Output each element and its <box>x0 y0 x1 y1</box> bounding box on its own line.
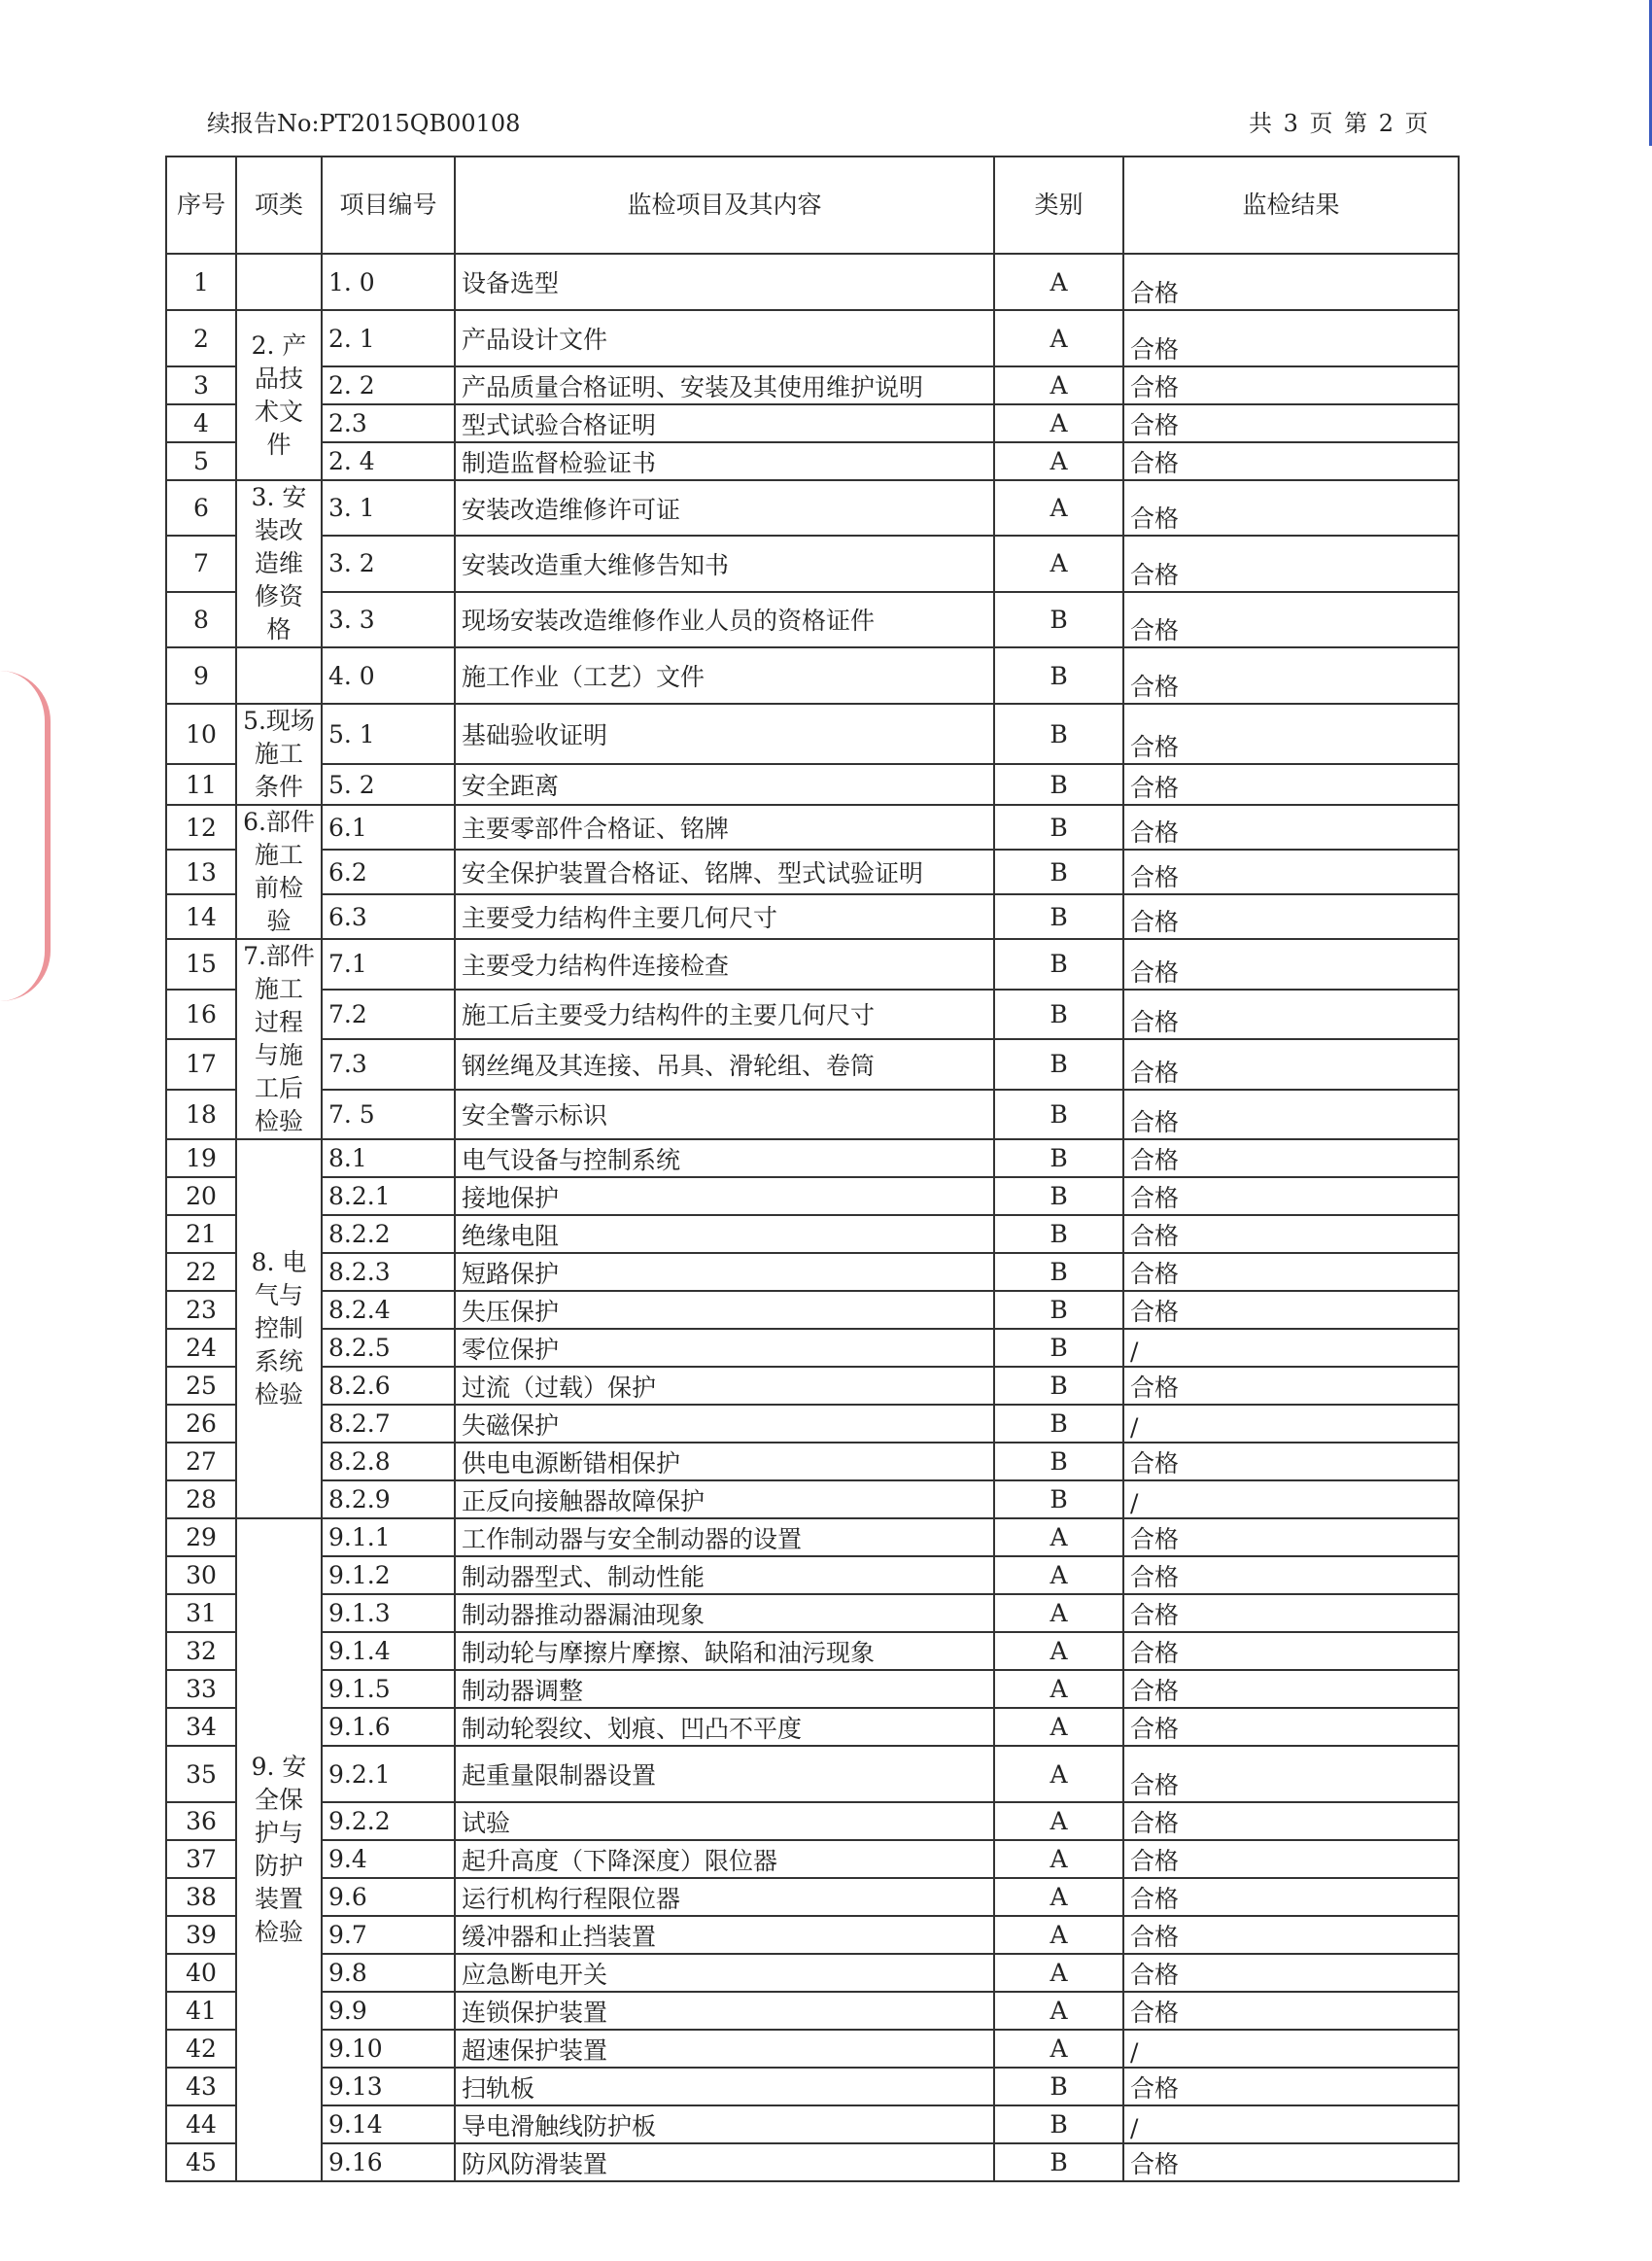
item-result: 合格 <box>1123 1518 1459 1556</box>
item-result: 合格 <box>1123 1291 1459 1329</box>
category-cell <box>236 254 322 310</box>
item-content: 基础验收证明 <box>455 704 994 764</box>
item-class: A <box>994 1518 1123 1556</box>
item-content: 制动器调整 <box>455 1670 994 1708</box>
item-class: A <box>994 1954 1123 1992</box>
item-result: 合格 <box>1123 1253 1459 1291</box>
col-header-no: 序号 <box>166 157 236 254</box>
item-code: 6.1 <box>322 805 455 850</box>
category-cell: 5.现场施工条件 <box>236 704 322 805</box>
row-number: 34 <box>166 1708 236 1746</box>
row-number: 18 <box>166 1090 236 1140</box>
item-result: 合格 <box>1123 647 1459 704</box>
item-class: A <box>994 1670 1123 1708</box>
category-cell: 7.部件施工过程与施工后检验 <box>236 939 322 1139</box>
item-class: B <box>994 1253 1123 1291</box>
row-number: 14 <box>166 894 236 939</box>
row-number: 20 <box>166 1177 236 1215</box>
category-cell: 3. 安装改造维修资格 <box>236 480 322 647</box>
row-number: 4 <box>166 404 236 442</box>
item-code: 5. 1 <box>322 704 455 764</box>
item-result: 合格 <box>1123 1916 1459 1954</box>
item-class: B <box>994 990 1123 1040</box>
item-content: 起重量限制器设置 <box>455 1746 994 1802</box>
item-content: 防风防滑装置 <box>455 2143 994 2181</box>
table-row <box>166 480 1459 536</box>
table-row <box>166 2143 1459 2181</box>
item-content: 起升高度（下降深度）限位器 <box>455 1840 994 1878</box>
item-class: A <box>994 480 1123 536</box>
item-content: 安全警示标识 <box>455 1090 994 1140</box>
table-row <box>166 1556 1459 1594</box>
table-row <box>166 764 1459 805</box>
row-number: 25 <box>166 1367 236 1405</box>
item-code: 9.1.6 <box>322 1708 455 1746</box>
item-class: B <box>994 1480 1123 1518</box>
item-class: B <box>994 2068 1123 2105</box>
item-class: A <box>994 1594 1123 1632</box>
item-class: B <box>994 1329 1123 1367</box>
item-result: 合格 <box>1123 366 1459 404</box>
item-code: 7.3 <box>322 1039 455 1090</box>
table-row <box>166 1139 1459 1177</box>
item-class: B <box>994 1291 1123 1329</box>
table-row <box>166 404 1459 442</box>
table-row <box>166 2105 1459 2143</box>
item-content: 产品质量合格证明、安装及其使用维护说明 <box>455 366 994 404</box>
item-content: 安全保护装置合格证、铭牌、型式试验证明 <box>455 850 994 894</box>
item-class: B <box>994 805 1123 850</box>
item-content: 设备选型 <box>455 254 994 310</box>
item-content: 应急断电开关 <box>455 1954 994 1992</box>
item-result: 合格 <box>1123 1177 1459 1215</box>
item-class: B <box>994 764 1123 805</box>
table-row <box>166 592 1459 647</box>
row-number: 31 <box>166 1594 236 1632</box>
table-row <box>166 310 1459 366</box>
item-code: 3. 1 <box>322 480 455 536</box>
row-number: 29 <box>166 1518 236 1556</box>
item-result: 合格 <box>1123 2143 1459 2181</box>
row-number: 11 <box>166 764 236 805</box>
item-result: 合格 <box>1123 1802 1459 1840</box>
row-number: 12 <box>166 805 236 850</box>
item-class: A <box>994 442 1123 480</box>
item-class: A <box>994 1556 1123 1594</box>
row-number: 44 <box>166 2105 236 2143</box>
table-row <box>166 1746 1459 1802</box>
item-class: B <box>994 2105 1123 2143</box>
category-cell <box>236 647 322 704</box>
item-content: 运行机构行程限位器 <box>455 1878 994 1916</box>
table-row <box>166 1367 1459 1405</box>
table-row <box>166 990 1459 1040</box>
item-code: 8.2.7 <box>322 1405 455 1443</box>
item-result: 合格 <box>1123 404 1459 442</box>
item-content: 主要零部件合格证、铭牌 <box>455 805 994 850</box>
item-class: A <box>994 1916 1123 1954</box>
table-header-row <box>166 157 1459 254</box>
item-result: 合格 <box>1123 704 1459 764</box>
table-row <box>166 1954 1459 1992</box>
col-header-result: 监检结果 <box>1123 157 1459 254</box>
item-code: 8.2.6 <box>322 1367 455 1405</box>
row-number: 27 <box>166 1443 236 1480</box>
item-result: 合格 <box>1123 990 1459 1040</box>
table-row <box>166 1215 1459 1253</box>
item-code: 2. 4 <box>322 442 455 480</box>
table-row <box>166 1878 1459 1916</box>
col-header-class: 类别 <box>994 157 1123 254</box>
row-number: 32 <box>166 1632 236 1670</box>
item-content: 连锁保护装置 <box>455 1992 994 2030</box>
item-content: 施工作业（工艺）文件 <box>455 647 994 704</box>
table-row <box>166 1632 1459 1670</box>
item-class: A <box>994 1746 1123 1802</box>
item-result: 合格 <box>1123 480 1459 536</box>
item-result: 合格 <box>1123 1670 1459 1708</box>
table-row <box>166 1480 1459 1518</box>
category-cell: 2. 产品技术文件 <box>236 310 322 480</box>
table-row <box>166 1253 1459 1291</box>
item-result: 合格 <box>1123 1840 1459 1878</box>
item-content: 电气设备与控制系统 <box>455 1139 994 1177</box>
row-number: 38 <box>166 1878 236 1916</box>
item-content: 试验 <box>455 1802 994 1840</box>
table-row <box>166 850 1459 894</box>
item-content: 供电电源断错相保护 <box>455 1443 994 1480</box>
row-number: 15 <box>166 939 236 990</box>
red-seal-stamp <box>0 671 51 1001</box>
item-class: B <box>994 850 1123 894</box>
item-result: 合格 <box>1123 1992 1459 2030</box>
page-info: 共 3 页 第 2 页 <box>1249 110 1430 137</box>
item-code: 9.9 <box>322 1992 455 2030</box>
row-number: 22 <box>166 1253 236 1291</box>
item-content: 安全距离 <box>455 764 994 805</box>
table-row <box>166 894 1459 939</box>
item-result: 合格 <box>1123 1039 1459 1090</box>
item-class: A <box>994 1708 1123 1746</box>
item-result: 合格 <box>1123 254 1459 310</box>
table-row <box>166 442 1459 480</box>
item-result: 合格 <box>1123 1746 1459 1802</box>
item-result: 合格 <box>1123 805 1459 850</box>
item-result: 合格 <box>1123 1367 1459 1405</box>
item-code: 3. 3 <box>322 592 455 647</box>
item-content: 制动器型式、制动性能 <box>455 1556 994 1594</box>
item-content: 导电滑触线防护板 <box>455 2105 994 2143</box>
table-row <box>166 1916 1459 1954</box>
table-row <box>166 1708 1459 1746</box>
item-class: B <box>994 1177 1123 1215</box>
item-content: 产品设计文件 <box>455 310 994 366</box>
item-content: 制动轮裂纹、划痕、凹凸不平度 <box>455 1708 994 1746</box>
row-number: 37 <box>166 1840 236 1878</box>
item-code: 9.1.4 <box>322 1632 455 1670</box>
item-class: B <box>994 2143 1123 2181</box>
item-code: 8.2.3 <box>322 1253 455 1291</box>
table-row <box>166 1518 1459 1556</box>
item-result: 合格 <box>1123 536 1459 591</box>
row-number: 24 <box>166 1329 236 1367</box>
item-class: A <box>994 2030 1123 2068</box>
item-code: 7.2 <box>322 990 455 1040</box>
item-code: 9.1.2 <box>322 1556 455 1594</box>
item-code: 4. 0 <box>322 647 455 704</box>
item-code: 8.2.8 <box>322 1443 455 1480</box>
row-number: 10 <box>166 704 236 764</box>
inspection-table <box>165 156 1460 2182</box>
report-number: 续报告No:PT2015QB00108 <box>207 110 521 137</box>
row-number: 13 <box>166 850 236 894</box>
item-code: 9.16 <box>322 2143 455 2181</box>
item-content: 制造监督检验证书 <box>455 442 994 480</box>
item-result: 合格 <box>1123 1878 1459 1916</box>
row-number: 21 <box>166 1215 236 1253</box>
item-class: A <box>994 1878 1123 1916</box>
item-code: 8.2.9 <box>322 1480 455 1518</box>
col-header-code: 项目编号 <box>322 157 455 254</box>
item-content: 零位保护 <box>455 1329 994 1367</box>
table-row <box>166 366 1459 404</box>
item-result: / <box>1123 2105 1459 2143</box>
table-row <box>166 1405 1459 1443</box>
item-class: A <box>994 1632 1123 1670</box>
row-number: 40 <box>166 1954 236 1992</box>
item-class: B <box>994 894 1123 939</box>
table-row <box>166 1177 1459 1215</box>
item-code: 9.8 <box>322 1954 455 1992</box>
item-result: 合格 <box>1123 939 1459 990</box>
table-row <box>166 536 1459 591</box>
item-result: / <box>1123 2030 1459 2068</box>
table-row <box>166 939 1459 990</box>
item-result: 合格 <box>1123 894 1459 939</box>
table-row <box>166 254 1459 310</box>
item-class: A <box>994 1840 1123 1878</box>
table-row <box>166 704 1459 764</box>
item-code: 9.7 <box>322 1916 455 1954</box>
item-code: 2. 1 <box>322 310 455 366</box>
item-code: 9.2.1 <box>322 1746 455 1802</box>
row-number: 3 <box>166 366 236 404</box>
item-code: 5. 2 <box>322 764 455 805</box>
item-code: 9.1.1 <box>322 1518 455 1556</box>
item-content: 制动器推动器漏油现象 <box>455 1594 994 1632</box>
item-code: 9.1.3 <box>322 1594 455 1632</box>
item-class: B <box>994 1443 1123 1480</box>
item-result: 合格 <box>1123 592 1459 647</box>
item-code: 9.14 <box>322 2105 455 2143</box>
item-code: 9.4 <box>322 1840 455 1878</box>
item-class: B <box>994 647 1123 704</box>
row-number: 43 <box>166 2068 236 2105</box>
item-code: 7.1 <box>322 939 455 990</box>
table-row <box>166 1329 1459 1367</box>
item-result: 合格 <box>1123 1443 1459 1480</box>
row-number: 17 <box>166 1039 236 1090</box>
item-content: 施工后主要受力结构件的主要几何尺寸 <box>455 990 994 1040</box>
row-number: 42 <box>166 2030 236 2068</box>
row-number: 33 <box>166 1670 236 1708</box>
table-row <box>166 1840 1459 1878</box>
col-header-category: 项类 <box>236 157 322 254</box>
item-result: 合格 <box>1123 1215 1459 1253</box>
item-content: 失磁保护 <box>455 1405 994 1443</box>
row-number: 6 <box>166 480 236 536</box>
item-result: 合格 <box>1123 1594 1459 1632</box>
item-result: 合格 <box>1123 850 1459 894</box>
item-content: 安装改造维修许可证 <box>455 480 994 536</box>
item-class: A <box>994 536 1123 591</box>
item-content: 超速保护装置 <box>455 2030 994 2068</box>
table-row <box>166 1443 1459 1480</box>
row-number: 23 <box>166 1291 236 1329</box>
item-code: 8.2.4 <box>322 1291 455 1329</box>
item-code: 9.6 <box>322 1878 455 1916</box>
row-number: 5 <box>166 442 236 480</box>
row-number: 7 <box>166 536 236 591</box>
item-class: A <box>994 404 1123 442</box>
item-result: 合格 <box>1123 1708 1459 1746</box>
item-result: 合格 <box>1123 2068 1459 2105</box>
table-row <box>166 1090 1459 1140</box>
item-content: 主要受力结构件连接检查 <box>455 939 994 990</box>
item-content: 绝缘电阻 <box>455 1215 994 1253</box>
row-number: 41 <box>166 1992 236 2030</box>
item-content: 工作制动器与安全制动器的设置 <box>455 1518 994 1556</box>
item-result: 合格 <box>1123 442 1459 480</box>
item-result: 合格 <box>1123 1632 1459 1670</box>
item-result: / <box>1123 1329 1459 1367</box>
item-class: B <box>994 1215 1123 1253</box>
row-number: 9 <box>166 647 236 704</box>
item-content: 短路保护 <box>455 1253 994 1291</box>
item-content: 过流（过载）保护 <box>455 1367 994 1405</box>
item-result: 合格 <box>1123 310 1459 366</box>
item-code: 9.1.5 <box>322 1670 455 1708</box>
item-code: 1. 0 <box>322 254 455 310</box>
table-row <box>166 805 1459 850</box>
item-result: 合格 <box>1123 1139 1459 1177</box>
item-result: 合格 <box>1123 764 1459 805</box>
item-code: 7. 5 <box>322 1090 455 1140</box>
col-header-item: 监检项目及其内容 <box>455 157 994 254</box>
item-code: 8.2.1 <box>322 1177 455 1215</box>
item-code: 8.1 <box>322 1139 455 1177</box>
item-code: 8.2.5 <box>322 1329 455 1367</box>
item-content: 现场安装改造维修作业人员的资格证件 <box>455 592 994 647</box>
item-content: 安装改造重大维修告知书 <box>455 536 994 591</box>
row-number: 19 <box>166 1139 236 1177</box>
item-content: 型式试验合格证明 <box>455 404 994 442</box>
item-class: B <box>994 1039 1123 1090</box>
item-class: B <box>994 592 1123 647</box>
item-content: 主要受力结构件主要几何尺寸 <box>455 894 994 939</box>
item-class: A <box>994 366 1123 404</box>
table-row <box>166 1992 1459 2030</box>
item-code: 9.2.2 <box>322 1802 455 1840</box>
item-code: 2. 2 <box>322 366 455 404</box>
row-number: 26 <box>166 1405 236 1443</box>
item-result: 合格 <box>1123 1090 1459 1140</box>
item-code: 9.13 <box>322 2068 455 2105</box>
table-row <box>166 2068 1459 2105</box>
item-code: 9.10 <box>322 2030 455 2068</box>
item-class: A <box>994 254 1123 310</box>
category-cell: 9. 安全保护与防护装置检验 <box>236 1518 322 2181</box>
item-content: 正反向接触器故障保护 <box>455 1480 994 1518</box>
item-result: / <box>1123 1405 1459 1443</box>
row-number: 36 <box>166 1802 236 1840</box>
item-code: 6.2 <box>322 850 455 894</box>
item-code: 3. 2 <box>322 536 455 591</box>
item-class: A <box>994 1802 1123 1840</box>
row-number: 16 <box>166 990 236 1040</box>
item-class: B <box>994 1139 1123 1177</box>
item-content: 缓冲器和止挡装置 <box>455 1916 994 1954</box>
item-result: 合格 <box>1123 1954 1459 1992</box>
category-cell: 8. 电气与控制系统检验 <box>236 1139 322 1518</box>
table-row <box>166 647 1459 704</box>
item-content: 失压保护 <box>455 1291 994 1329</box>
item-class: B <box>994 1367 1123 1405</box>
row-number: 28 <box>166 1480 236 1518</box>
category-cell: 6.部件施工前检验 <box>236 805 322 939</box>
item-result: / <box>1123 1480 1459 1518</box>
item-code: 8.2.2 <box>322 1215 455 1253</box>
item-class: B <box>994 1405 1123 1443</box>
item-content: 接地保护 <box>455 1177 994 1215</box>
item-content: 制动轮与摩擦片摩擦、缺陷和油污现象 <box>455 1632 994 1670</box>
table-row <box>166 1802 1459 1840</box>
row-number: 35 <box>166 1746 236 1802</box>
item-code: 6.3 <box>322 894 455 939</box>
table-row <box>166 1291 1459 1329</box>
row-number: 2 <box>166 310 236 366</box>
row-number: 39 <box>166 1916 236 1954</box>
item-class: A <box>994 310 1123 366</box>
item-class: B <box>994 1090 1123 1140</box>
row-number: 8 <box>166 592 236 647</box>
row-number: 1 <box>166 254 236 310</box>
row-number: 45 <box>166 2143 236 2181</box>
table-row <box>166 1670 1459 1708</box>
table-row <box>166 1594 1459 1632</box>
row-number: 30 <box>166 1556 236 1594</box>
table-row <box>166 2030 1459 2068</box>
table-row <box>166 1039 1459 1090</box>
item-class: A <box>994 1992 1123 2030</box>
item-class: B <box>994 939 1123 990</box>
item-content: 钢丝绳及其连接、吊具、滑轮组、卷筒 <box>455 1039 994 1090</box>
item-result: 合格 <box>1123 1556 1459 1594</box>
item-code: 2.3 <box>322 404 455 442</box>
item-class: B <box>994 704 1123 764</box>
item-content: 扫轨板 <box>455 2068 994 2105</box>
